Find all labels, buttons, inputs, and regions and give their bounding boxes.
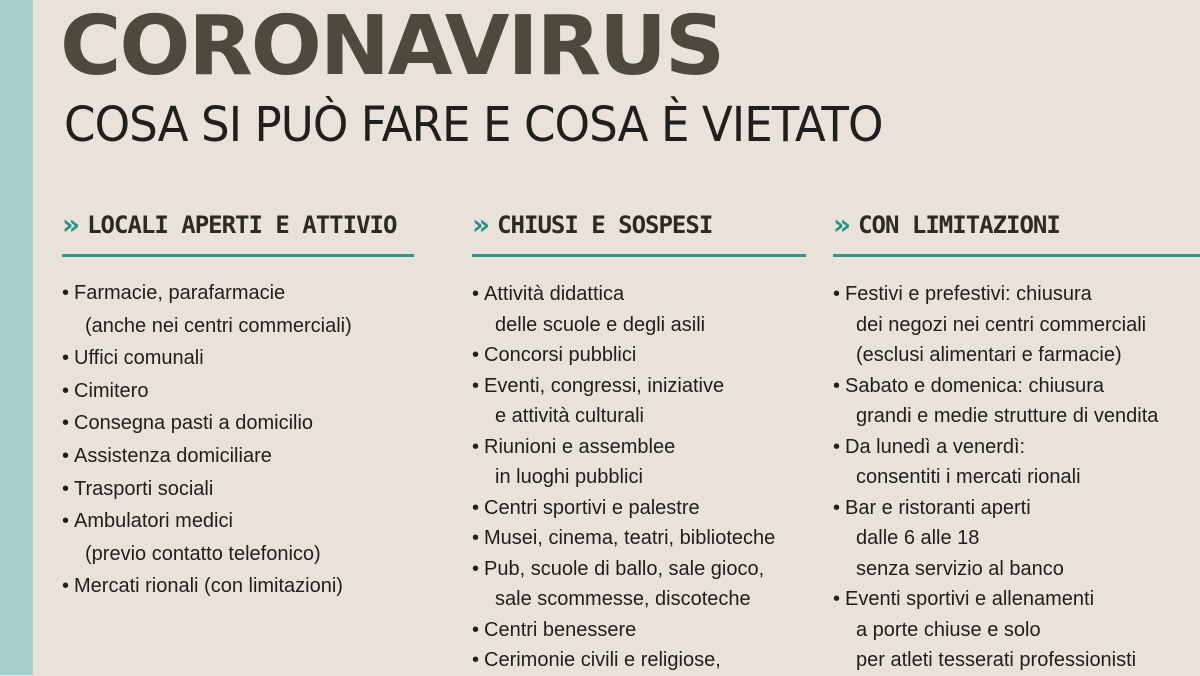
list-item — [833, 371, 1200, 432]
bullet-icon: • — [833, 283, 841, 305]
item-list — [472, 279, 806, 676]
list-item — [62, 440, 414, 473]
bullet-icon: • — [472, 435, 480, 458]
side-color-strip — [0, 0, 33, 675]
bullet-icon: • — [472, 649, 480, 671]
item-text-line1: Da lunedì a venerdì: — [845, 435, 1026, 458]
list-item — [472, 432, 806, 493]
item-text-line3: (esclusi alimentari e farmacie) — [856, 344, 1122, 366]
item-text-line1: Riunioni e assemblee — [484, 435, 676, 458]
bullet-icon: • — [472, 374, 480, 397]
item-text-line1: Assistenza domiciliare — [74, 444, 272, 467]
bullet-icon: • — [62, 379, 70, 402]
item-text-line1: Ambulatori medici — [74, 510, 233, 533]
item-text-line1: Consegna pasti a domicilio — [74, 412, 314, 435]
bullet-icon: • — [472, 527, 480, 549]
item-text-line1: Bar e ristoranti aperti — [845, 496, 1031, 519]
list-item — [472, 554, 806, 615]
item-text-line1: Musei, cinema, teatri, biblioteche — [484, 527, 776, 549]
list-item — [472, 615, 806, 646]
item-text-line1: Mercati rionali (con limitazioni) — [74, 575, 343, 598]
list-item — [472, 645, 806, 676]
column-title: LOCALI APERTI E ATTIVIO — [87, 211, 397, 239]
bullet-icon: • — [472, 283, 480, 305]
item-text-line1: Uffici comunali — [74, 347, 204, 370]
item-text-line1: Centri benessere — [484, 618, 637, 641]
list-item — [833, 584, 1200, 676]
item-text-line2: (anche nei centri commerciali) — [85, 314, 352, 337]
column-header — [833, 202, 1200, 257]
bullet-icon: • — [833, 374, 841, 397]
item-text-line1: Sabato e domenica: chiusura — [845, 374, 1105, 397]
item-text-line2: a porte chiuse e solo — [856, 618, 1041, 641]
list-item — [62, 375, 414, 408]
item-text-line2: e attività culturali — [495, 405, 644, 427]
list-item — [472, 340, 806, 371]
column-with-limitations — [833, 202, 1200, 676]
list-item — [62, 570, 414, 603]
list-item — [833, 432, 1200, 493]
list-item — [833, 279, 1200, 371]
item-text-line2: (previo contatto telefonico) — [85, 542, 321, 565]
bullet-icon: • — [833, 435, 841, 458]
list-item — [472, 523, 806, 554]
list-item — [62, 473, 414, 506]
item-text-line2: sale scommesse, discoteche — [495, 588, 751, 610]
item-text-line2: dalle 6 alle 18 — [856, 527, 980, 549]
item-list — [833, 279, 1200, 676]
item-text-line1: Cimitero — [74, 379, 149, 402]
item-text-line2: delle scuole e degli asili — [495, 313, 706, 336]
column-title: CHIUSI E SOSPESI — [497, 211, 713, 239]
bullet-icon: • — [62, 575, 70, 598]
bullet-icon: • — [833, 496, 841, 519]
list-item — [62, 342, 414, 375]
item-text-line1: Festivi e prefestivi: chiusura — [845, 283, 1092, 305]
item-text-line2: consentiti i mercati rionali — [856, 466, 1081, 488]
list-item — [472, 279, 806, 340]
list-item — [62, 505, 414, 570]
item-text-line3: senza servizio al banco — [856, 557, 1064, 580]
page-subtitle: COSA SI PUÒ FARE E COSA È VIETATO — [64, 97, 883, 153]
item-text-line1: Pub, scuole di ballo, sale gioco, — [484, 557, 765, 580]
page-title: CORONAVIRUS — [60, 0, 724, 94]
item-text-line1: Farmacie, parafarmacie — [74, 282, 286, 304]
item-text-line1: Centri sportivi e palestre — [484, 496, 700, 519]
list-item — [472, 493, 806, 524]
column-closed-suspended — [472, 202, 806, 676]
bullet-icon: • — [472, 557, 480, 580]
bullet-icon: • — [62, 347, 70, 370]
column-header — [62, 202, 414, 257]
list-item — [833, 493, 1200, 585]
item-text-line3: per atleti tesserati professionisti — [856, 649, 1137, 671]
list-item — [62, 407, 414, 440]
bullet-icon: • — [62, 510, 70, 533]
item-text-line1: Trasporti sociali — [74, 477, 214, 500]
bullet-icon: • — [833, 588, 841, 610]
item-text-line2: dei negozi nei centri commerciali — [856, 313, 1147, 336]
item-list — [62, 277, 414, 603]
column-open-activities — [62, 202, 414, 603]
bullet-icon: • — [472, 344, 480, 366]
item-text-line2: grandi e medie strutture di vendita — [856, 405, 1159, 427]
item-text-line1: Cerimonie civili e religiose, — [484, 649, 721, 671]
item-text-line1: Eventi, congressi, iniziative — [484, 374, 725, 397]
double-chevron-right-icon: » — [833, 208, 843, 241]
item-text-line2: in luoghi pubblici — [495, 466, 643, 488]
column-title: CON LIMITAZIONI — [858, 211, 1060, 239]
bullet-icon: • — [62, 444, 70, 467]
bullet-icon: • — [62, 477, 70, 500]
column-header — [472, 202, 806, 257]
list-item — [62, 277, 414, 342]
list-item — [472, 371, 806, 432]
bullet-icon: • — [62, 282, 70, 304]
bullet-icon: • — [472, 618, 480, 641]
double-chevron-right-icon: » — [62, 208, 72, 241]
item-text-line1: Eventi sportivi e allenamenti — [845, 588, 1095, 610]
double-chevron-right-icon: » — [472, 208, 482, 241]
bullet-icon: • — [62, 412, 70, 435]
item-text-line1: Concorsi pubblici — [484, 344, 637, 366]
bullet-icon: • — [472, 496, 480, 519]
item-text-line1: Attività didattica — [484, 283, 625, 305]
